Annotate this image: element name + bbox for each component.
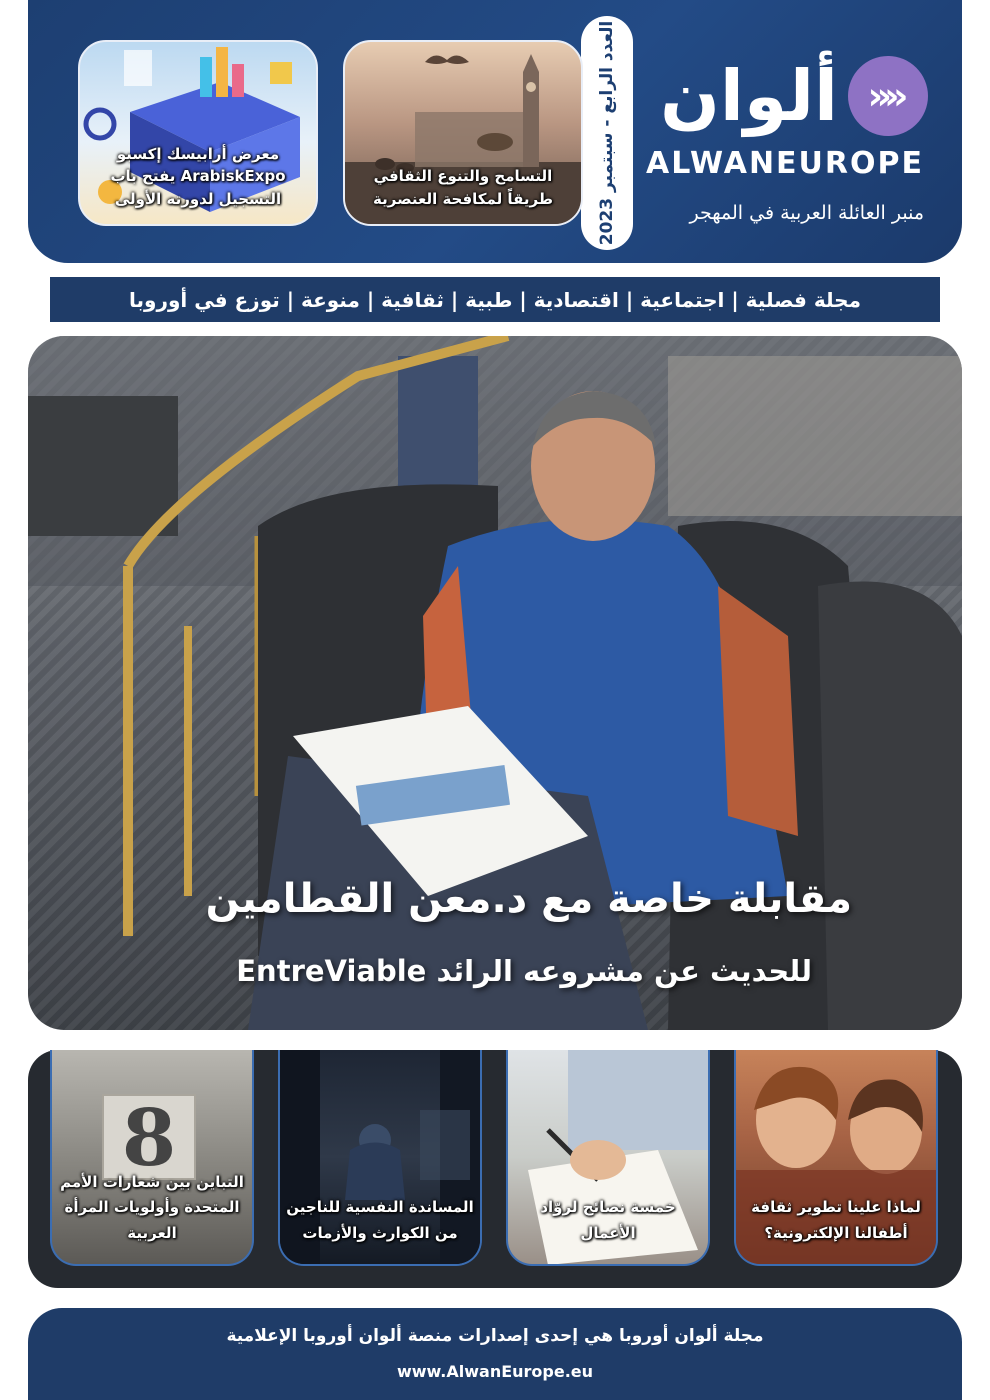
hero-headline: مقابلة خاصة مع د.معن القطامين	[205, 876, 852, 922]
interview-portrait-photo	[28, 336, 962, 1030]
card-caption: لماذا علينا تطوير ثقافة أطفالنا الإلكترونية؟	[751, 1198, 921, 1242]
brand-block	[638, 36, 928, 236]
article-cards-strip	[28, 1050, 962, 1288]
hero-cover-photo[interactable]	[28, 336, 962, 1030]
tagline: منبر العائلة العربية في المهجر	[689, 202, 924, 224]
calendar-march-icon: 8	[102, 1094, 196, 1180]
article-card-psychological-support[interactable]	[278, 1050, 482, 1266]
logo-latin-wordmark: ALWANEUROPE	[645, 146, 924, 181]
footer-publisher-note: مجلة ألوان أوروبا هي إحدى إصدارات منصة ألوان أوروبا الإعلامية	[226, 1326, 764, 1346]
teaser-card-arabiskexpo[interactable]	[78, 40, 318, 226]
category-bar	[50, 277, 940, 322]
article-card-children-culture[interactable]	[734, 1050, 938, 1266]
card-caption: المساندة النفسية للناجين من الكوارث والأزمات	[286, 1198, 474, 1242]
card-caption: خمسة نصائح لروّاد الأعمال	[540, 1198, 676, 1242]
card-caption: التباين بين شعارات الأمم المتحدة وأولويات المرأة العربية	[60, 1172, 244, 1242]
teaser-card-tolerance[interactable]	[343, 40, 583, 226]
footer-website-link[interactable]: www.AlwanEurope.eu	[396, 1362, 594, 1381]
issue-label: العدد الرابع - سبتمبر 2023	[597, 20, 617, 246]
hero-subheadline: للحديث عن مشروعه الرائد EntreViable	[236, 954, 812, 988]
teaser-caption: معرض أرابيسك إكسبو ArabiskExpo يفتح باب التسجيل لدورته الأولى	[110, 144, 286, 208]
triple-chevron-icon: »»	[848, 56, 928, 136]
article-card-entrepreneur-tips[interactable]	[506, 1050, 710, 1266]
footer	[28, 1308, 962, 1400]
logo-arabic-wordmark: ألوان	[660, 55, 838, 137]
issue-badge	[581, 16, 633, 250]
magazine-header	[28, 0, 962, 263]
category-list: مجلة فصلية | اجتماعية | اقتصادية | طبية | ثقافية | منوعة | توزع في أوروبا	[129, 287, 861, 312]
article-card-women-priorities[interactable]	[50, 1050, 254, 1266]
logo[interactable]	[660, 46, 928, 146]
teaser-caption: التسامح والتنوع الثقافي طريقاً لمكافحة العنصرية	[373, 167, 553, 208]
